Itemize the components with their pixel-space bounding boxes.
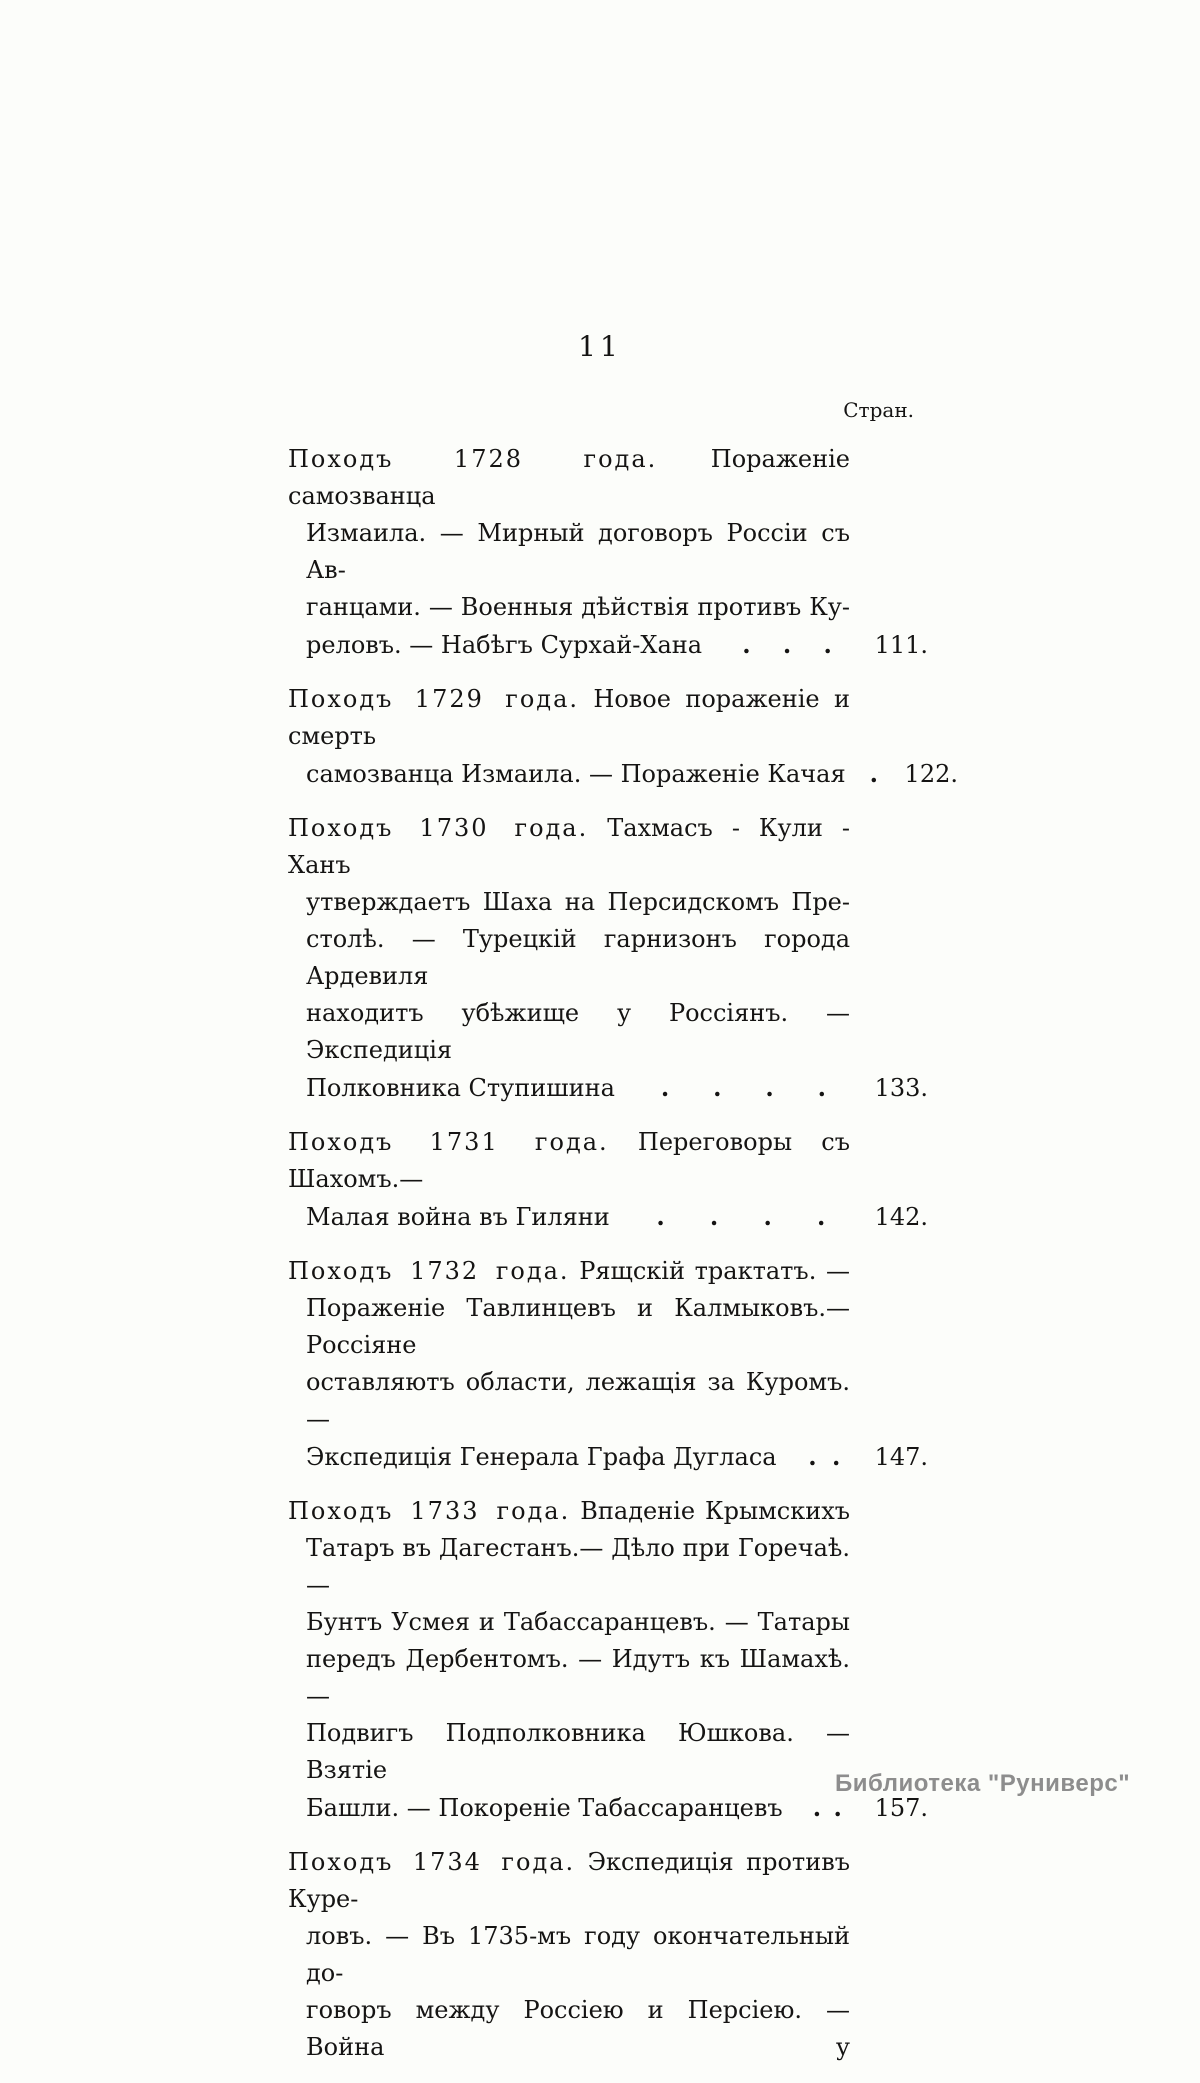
campaign-heading: Походъ 1734 года. [288,1848,576,1876]
page-column-header: Стран. [843,398,914,422]
toc-entry [288,681,958,793]
campaign-heading: Походъ 1731 года. [288,1128,609,1156]
leader-dot: . [817,1073,826,1102]
toc-text: Полковника Ступишина [306,1074,615,1102]
toc-last-line [288,626,928,664]
leader-dot: . [817,1202,826,1231]
toc-last-line [288,1198,928,1236]
toc-line: говоръ между Россіею и Персіею. — Война у [306,1996,850,2061]
toc-line: ловъ. — Въ 1735-мъ году окончательный до- [306,1922,850,1987]
table-of-contents [288,441,958,2083]
toc-first-line [288,1124,850,1198]
toc-text: Впаденіе Крымскихъ [580,1497,850,1525]
toc-last-line [288,1438,928,1476]
leader-dot: . [765,1073,774,1102]
toc-entry [288,441,928,664]
toc-text: Экспедиція противъ Куре- [288,1848,850,1913]
toc-line: Татаръ въ Дагестанъ.— Дѣло при Горечаѣ. — [306,1534,850,1599]
page-ref: 147. [874,1443,928,1471]
page-ref: 111. [874,631,928,659]
toc-text: Переговоры съ Шахомъ.— [288,1128,850,1193]
leader-dot: . [709,1202,719,1231]
campaign-heading: Походъ 1730 года. [288,814,589,842]
toc-entry [288,1844,928,2066]
page-ref: 142. [874,1203,928,1231]
toc-entry [288,1124,928,1236]
toc-text: Рящскій трактатъ. — [579,1257,850,1285]
leader-dot: . [823,630,832,659]
toc-line: утверждаетъ Шаха на Персидскомъ Пре- [306,888,850,916]
toc-line: Пораженіе Тавлинцевъ и Калмыковъ.— Россіяне [306,1294,850,1359]
toc-entry [288,1493,928,1827]
library-watermark: Библиотека "Руниверс" [835,1770,1131,1797]
toc-text: Башли. — Покореніе Табассаранцевъ [306,1794,783,1822]
toc-text: реловъ. — Набѣгъ Сурхай-Хана [306,631,703,659]
leader-dot: . [782,630,792,659]
toc-line: Измаила. — Мирный договоръ Россіи съ Ав- [306,519,850,584]
dot-leader [702,626,862,663]
dot-leader [777,1438,862,1475]
toc-text: Пораженіе самозванца [288,445,850,510]
toc-last-line [288,755,958,793]
toc-text: самозванца Измаила. — Пораженіе Качая [306,760,846,788]
toc-first-line [288,1493,850,1530]
toc-line: передъ Дербентомъ. — Идутъ къ Шамахѣ. — [306,1645,850,1710]
toc-line: ганцами. — Военныя дѣйствія противъ Ку- [306,593,850,621]
page-number: 11 [578,330,622,363]
leader-dot: . [713,1073,722,1102]
page-ref: 133. [874,1074,928,1102]
leader-dot: . [763,1202,772,1231]
toc-entry [288,1253,928,1476]
toc-first-line [288,1844,850,1918]
toc-entry [288,810,928,1107]
toc-line: столѣ. — Турецкій гарнизонъ города Ардевиля [306,925,850,990]
toc-line: оставляютъ области, лежащія за Куромъ. — [306,1368,850,1433]
leader-dot: . [831,1442,841,1471]
toc-text: Экспедиція Генерала Графа Дугласа [306,1443,777,1471]
leader-dot: . [742,630,751,659]
toc-first-line [288,441,850,515]
toc-first-line [288,1253,850,1290]
toc-line: находитъ убѣжище у Россіянъ. — Экспедиція [306,999,850,1064]
toc-first-line [288,681,850,755]
toc-line: Бунтъ Усмея и Табассаранцевъ. — Татары [306,1608,850,1636]
campaign-heading: Походъ 1733 года. [288,1497,571,1525]
leader-dot: . [656,1202,665,1231]
leader-dot: . [808,1442,817,1471]
campaign-heading: Походъ 1729 года. [288,685,580,713]
leader-dot: . [869,759,878,788]
leader-dot: . [660,1073,670,1102]
dot-leader [610,1198,862,1235]
dot-leader [846,755,892,792]
leader-dot: . [812,1793,822,1822]
toc-first-line [288,810,850,884]
campaign-heading: Походъ 1732 года. [288,1257,570,1285]
toc-text: Тахмасъ - Кули - Ханъ [288,814,850,879]
toc-text: Малая война въ Гиляни [306,1203,610,1231]
page-ref: 122. [904,760,958,788]
leader-dot: . [833,1793,842,1822]
campaign-heading: Походъ 1728 года. [288,445,658,473]
toc-text: Новое пораженіе и смерть [288,685,850,750]
toc-last-line [288,1789,928,1827]
toc-last-line [288,1069,928,1107]
dot-leader [615,1069,862,1106]
page-ref: 157. [874,1794,928,1822]
toc-line: Подвигъ Подполковника Юшкова. — Взятіе [306,1719,850,1784]
